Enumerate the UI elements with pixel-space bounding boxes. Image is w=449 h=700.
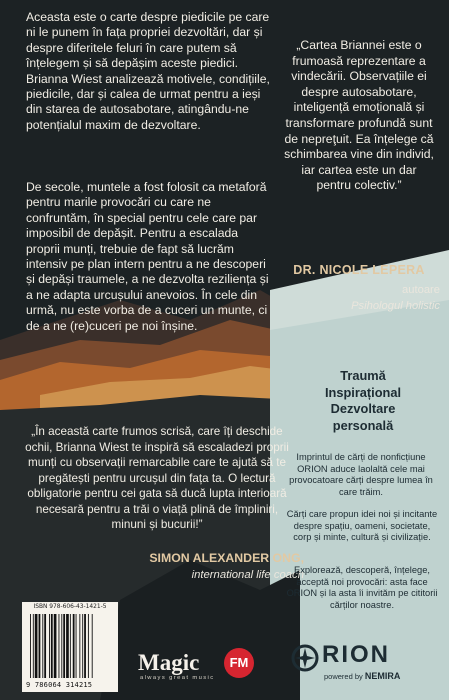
right-testimonial-role: autoare (402, 284, 440, 296)
bottom-testimonial-author: SIMON ALEXANDER ONG, (149, 551, 304, 565)
nemira-label: NEMIRA (364, 671, 401, 681)
category-item: personală (332, 417, 394, 433)
category-item: Inspirațional (324, 384, 402, 400)
powered-by-line (324, 671, 400, 681)
orion-star-icon (290, 643, 320, 673)
isbn-barcode (22, 602, 118, 692)
magic-fm-word: Magic (138, 650, 200, 675)
ean-digits: 9 786064 314215 (26, 681, 93, 689)
orion-description-2: Cărți care propun idei noi și incitante despre spațiu, oameni, societate, corp și minte, cultură și civilizație. (286, 509, 438, 543)
intro-paragraph: Aceasta este o carte despre piedicile pe care ni le punem în fața propriei dezvoltări, dar și despre diferitele feluri în care putem să înțelegem și să depășim aceste piedici. Brianna Wiest analizează motivele, condițiile, piedicile, dar și calea de urmat pentru a ieși din starea de autosabotare, atingându-ne potențialul maxim de dezvoltare. (26, 10, 270, 132)
magic-fm-logo (138, 648, 288, 684)
category-item: Traumă (340, 368, 386, 383)
orion-wordmark: RION (322, 641, 390, 668)
magic-fm-tagline: always great music (140, 675, 215, 681)
category-item: Dezvoltare (330, 401, 396, 416)
magic-fm-badge: FM (224, 648, 254, 678)
bottom-testimonial: „În această carte frumos scrisă, care îți deschide ochii, Brianna Wiest te inspiră să escaladezi proprii munți cu observații remarcabile care te ajută să te pregătești pentru urcușul din fața ta. O lectură obligatorie pentru cei gata să ducă lupta interioară necesară pentru a trăi o viață plină de împliniri, minuni și bucurii!” (25, 425, 289, 531)
bottom-testimonial-role: international life coach (191, 569, 304, 581)
orion-description-3: Explorează, descoperă, înțelege, acceptă noi provocări: asta face ORION și la asta îi invităm pe cititorii cărților noastre. (286, 565, 438, 610)
right-testimonial-author: DR. NICOLE LEPERA (293, 263, 425, 277)
powered-by-label: powered by (324, 672, 363, 681)
right-testimonial: „Cartea Briannei este o frumoasă reprezentare a vindecării. Observațiile ei despre autosabotare, inteligență emoțională și transformare profundă sunt de nepreţuit. Ea înțelege că schimbarea vine din individ, iar cartea este un dar pentru colectiv.” (284, 38, 434, 193)
orion-description-1: Imprintul de cărți de nonficțiune ORION aduce laolaltă cele mai provocatoare cărți despre lumea în care trăim. (289, 452, 433, 497)
category-list (298, 368, 428, 434)
barcode-icon (22, 602, 118, 692)
right-testimonial-book: Psihologul holistic (351, 300, 440, 312)
isbn-number: ISBN 978-606-43-1421-5 (33, 604, 107, 610)
mountain-paragraph: De secole, muntele a fost folosit ca metaforă pentru marile provocări cu care ne confruntăm, în special pentru cele care par imposibil de depășit. Pentru a escalada proprii munți, trebuie de fapt să lucrăm intensiv pe plan intern pentru a ne descoperi și depăși traumele, a ne dezvolta reziliența și a ne adapta urcușului anevoios. În cele din urmă, nu este vorba de a cuceri un munte, ci de a ne (re)cuceri pe noi înșine. (26, 180, 269, 333)
orion-logo (286, 640, 436, 692)
